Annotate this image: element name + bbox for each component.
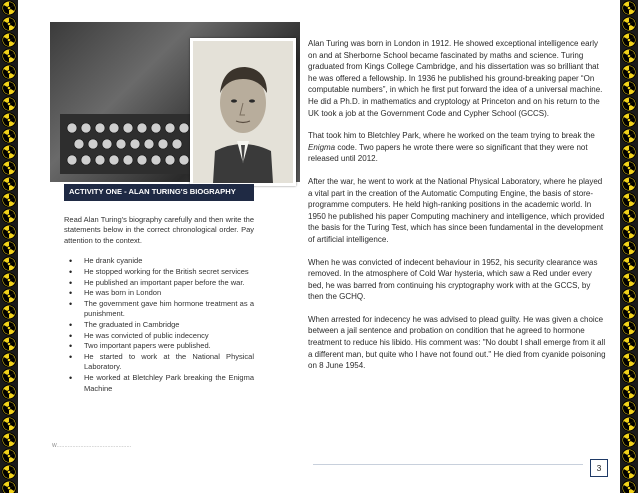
biography-paragraph: That took him to Bletchley Park, where he worked on the team trying to break the Enigma code. Two papers he wrote there were so significant that they were not released until 2012. <box>308 131 595 164</box>
radiation-hazard-icon <box>620 0 638 493</box>
list-item: • The government gave him hormone treatment as a punishment. <box>64 299 254 320</box>
activity-title: ACTIVITY ONE - ALAN TURING'S BIOGRAPHY <box>64 184 254 201</box>
list-item: • He published an important paper before the war. <box>64 278 254 289</box>
list-item: • He drank cyanide <box>64 256 254 267</box>
list-item: • He started to work at the National Physical Laboratory. <box>64 352 254 373</box>
list-item: • Two important papers were published. <box>64 341 254 352</box>
right-hazard-border <box>620 0 638 493</box>
biography-paragraph: After the war, he went to work at the National Physical Laboratory, where he played a vital part in the creation of the Automatic Computing Engine, the basis of store-programme computers. He held high-ranking positions in the academic world. In 1950 he published his paper Computing machinery and intelligence, which provided the basis for the Turing Test, which has since been fundamental in the development of artificial intelligence. <box>308 176 605 244</box>
list-item: • He worked at Bletchley Park breaking the Enigma Machine <box>64 373 254 394</box>
footer-url: W............................................... <box>52 443 132 449</box>
radiation-hazard-icon <box>0 0 18 493</box>
left-hazard-border <box>0 0 18 493</box>
alan-turing-portrait <box>190 38 296 186</box>
activity-panel <box>64 184 254 394</box>
list-item: • He was convicted of public indecency <box>64 331 254 342</box>
statement-list <box>64 256 254 394</box>
biography-paragraph: When arrested for indecency he was advised to plead guilty. He was given a choice between a jail sentence and probation on condition that he agreed to hormone treatment to reduce his libido. His comment was: "No doubt I shall emerge from it all a different man, but quite who I have not found out." He died from cyanide poisoning on 8 June 1954. <box>308 314 606 371</box>
biography-paragraph: When he was convicted of indecent behaviour in 1952, his security clearance was removed. In the atmosphere of Cold War hysteria, which saw a Red under every bed, he was barred from continuing his cryptography work with at the GCCS, by then the GCHQ. <box>308 257 598 302</box>
biography-paragraph: Alan Turing was born in London in 1912. He showed exceptional intelligence early on and at Sherborne School became fascinated by maths and science. Turing graduated from Kings College Cambridge, and his dissertation was so brilliant that he was offered a fellowship. In 1936 he published his ground-breaking paper “On computable numbers”, in which he first put forward the idea of a universal machine. He did a Ph.D. in mathematics and cryptology at Princeton and on his return to the UK took a job at the Government Code and Cypher School (GCCS). <box>308 39 603 118</box>
biography-text <box>308 38 606 383</box>
list-item: • He was born in London <box>64 288 254 299</box>
footer-rule <box>313 464 583 465</box>
list-item: • He stopped working for the British secret services <box>64 267 254 278</box>
enigma-emphasis: Enigma <box>308 142 336 152</box>
page-number: 3 <box>590 459 608 477</box>
portrait-graphic <box>193 41 293 183</box>
list-item: • The graduated in Cambridge <box>64 320 254 331</box>
activity-instructions: Read Alan Turing's biography carefully and then write the statements below in the correct chronological order. Pay attention to the context. <box>64 214 254 245</box>
